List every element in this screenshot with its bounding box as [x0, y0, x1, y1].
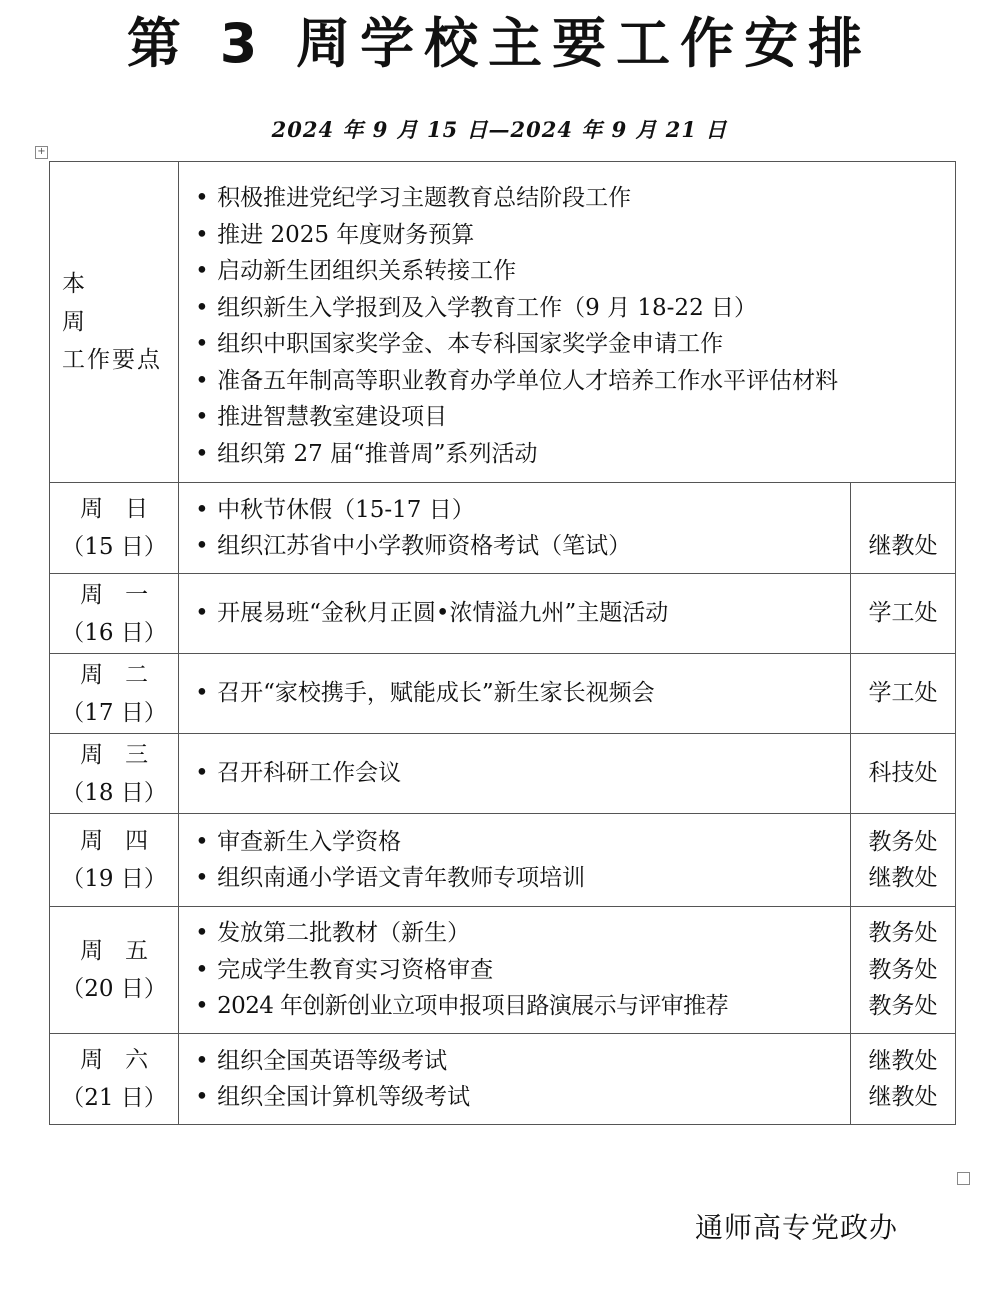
dept-label: 继教处 — [868, 1047, 938, 1074]
day-item: • 组织南通小学语文青年教师专项培训 — [193, 860, 850, 897]
day-item: • 开展易班“金秋月正圆•浓情溢九州”主题活动 — [193, 595, 850, 632]
day-item: • 2024 年创新创业立项申报项目路演展示与评审推荐 — [193, 988, 850, 1025]
day-name: 周六 — [80, 1047, 171, 1073]
day-label — [50, 483, 179, 574]
dept-label: 科技处 — [868, 760, 938, 787]
day-date: （16 日） — [61, 619, 167, 646]
day-label — [50, 574, 179, 654]
key-point-item: • 组织新生入学报到及入学教育工作（9 月 18-22 日） — [193, 290, 955, 327]
day-row-friday — [50, 907, 956, 1034]
key-points-label-line1: 本周 — [62, 271, 147, 335]
day-name: 周五 — [80, 938, 171, 964]
day-row-wednesday — [50, 734, 956, 814]
day-date: （18 日） — [61, 779, 167, 806]
page-title: 第 3 周学校主要工作安排 — [126, 12, 873, 75]
day-item: • 组织全国计算机等级考试 — [193, 1079, 850, 1116]
dept-cell — [850, 907, 955, 1034]
day-row-thursday — [50, 814, 956, 907]
day-item: • 发放第二批教材（新生） — [193, 915, 850, 952]
day-items-list — [179, 1043, 850, 1116]
day-name: 周四 — [80, 828, 171, 854]
day-items-cell — [179, 734, 851, 814]
key-point-item: • 启动新生团组织关系转接工作 — [193, 253, 955, 290]
dept-label: 继教处 — [868, 1084, 938, 1110]
day-label — [50, 1034, 179, 1125]
day-row-saturday — [50, 1034, 956, 1125]
dept-cell — [850, 734, 955, 814]
day-name: 周一 — [80, 581, 171, 608]
day-date: （15 日） — [61, 534, 167, 560]
day-name: 周二 — [80, 661, 171, 688]
dept-label: 教务处 — [868, 828, 938, 855]
day-date: （17 日） — [61, 699, 167, 726]
signature: 通师高专党政办 — [695, 1211, 899, 1244]
day-items-cell — [179, 483, 851, 574]
day-label — [50, 654, 179, 734]
day-date: （21 日） — [61, 1085, 167, 1111]
dept-label: 教务处 — [868, 920, 938, 947]
date-range: 2024 年 9 月 15 日—2024 年 9 月 21 日 — [271, 117, 728, 142]
day-item: • 组织江苏省中小学教师资格考试（笔试） — [193, 528, 850, 565]
key-point-item: • 积极推进党纪学习主题教育总结阶段工作 — [193, 180, 955, 217]
day-item: • 完成学生教育实习资格审查 — [193, 952, 850, 989]
day-item: • 召开科研工作会议 — [193, 755, 850, 792]
key-point-item: • 准备五年制高等职业教育办学单位人才培养工作水平评估材料 — [193, 363, 955, 400]
key-point-item: • 推进 2025 年度财务预算 — [193, 217, 955, 254]
dept-cell — [850, 1034, 955, 1125]
day-date: （19 日） — [61, 866, 167, 892]
dept-cell — [850, 483, 955, 574]
day-items-list — [179, 675, 850, 712]
day-label — [50, 907, 179, 1034]
key-point-item: • 推进智慧教室建设项目 — [193, 399, 955, 436]
day-items-list — [179, 824, 850, 897]
day-items-cell — [179, 814, 851, 907]
day-label — [50, 734, 179, 814]
dept-cell — [850, 574, 955, 654]
dept-label: 教务处 — [868, 956, 938, 983]
key-point-item: • 组织中职国家奖学金、本专科国家奖学金申请工作 — [193, 326, 955, 363]
day-items-cell — [179, 654, 851, 734]
day-row-sunday — [50, 483, 956, 574]
day-item: • 召开“家校携手，赋能成长”新生家长视频会 — [193, 675, 850, 712]
key-points-label-line2: 工作要点 — [62, 347, 162, 373]
day-item: • 审查新生入学资格 — [193, 824, 850, 861]
dept-label: 学工处 — [868, 680, 938, 707]
day-items-list — [179, 755, 850, 792]
day-items-list — [179, 915, 850, 1025]
day-item: • 中秋节休假（15-17 日） — [193, 492, 850, 529]
key-points-label — [50, 162, 179, 483]
day-items-cell — [179, 574, 851, 654]
dept-label: 继教处 — [868, 865, 938, 891]
dept-label: 继教处 — [868, 533, 938, 559]
day-items-cell — [179, 907, 851, 1034]
dept-label — [851, 492, 955, 529]
table-resize-handle[interactable] — [957, 1172, 970, 1185]
dept-cell — [850, 814, 955, 907]
key-points-cell — [179, 162, 956, 483]
day-items-cell — [179, 1034, 851, 1125]
day-items-list — [179, 492, 850, 565]
key-point-item: • 组织第 27 届“推普周”系列活动 — [193, 436, 955, 473]
dept-cell — [850, 654, 955, 734]
table-move-handle-icon[interactable]: + — [35, 146, 48, 159]
key-points-list — [179, 180, 955, 472]
day-name: 周日 — [80, 496, 171, 522]
dept-label: 教务处 — [868, 993, 938, 1020]
day-name: 周三 — [80, 741, 171, 768]
day-date: （20 日） — [61, 976, 167, 1002]
day-item: • 组织全国英语等级考试 — [193, 1043, 850, 1080]
day-label — [50, 814, 179, 907]
key-points-row — [50, 162, 956, 483]
day-row-tuesday — [50, 654, 956, 734]
schedule-table — [49, 161, 956, 1125]
dept-label: 学工处 — [868, 600, 938, 627]
day-items-list — [179, 595, 850, 632]
day-row-monday — [50, 574, 956, 654]
